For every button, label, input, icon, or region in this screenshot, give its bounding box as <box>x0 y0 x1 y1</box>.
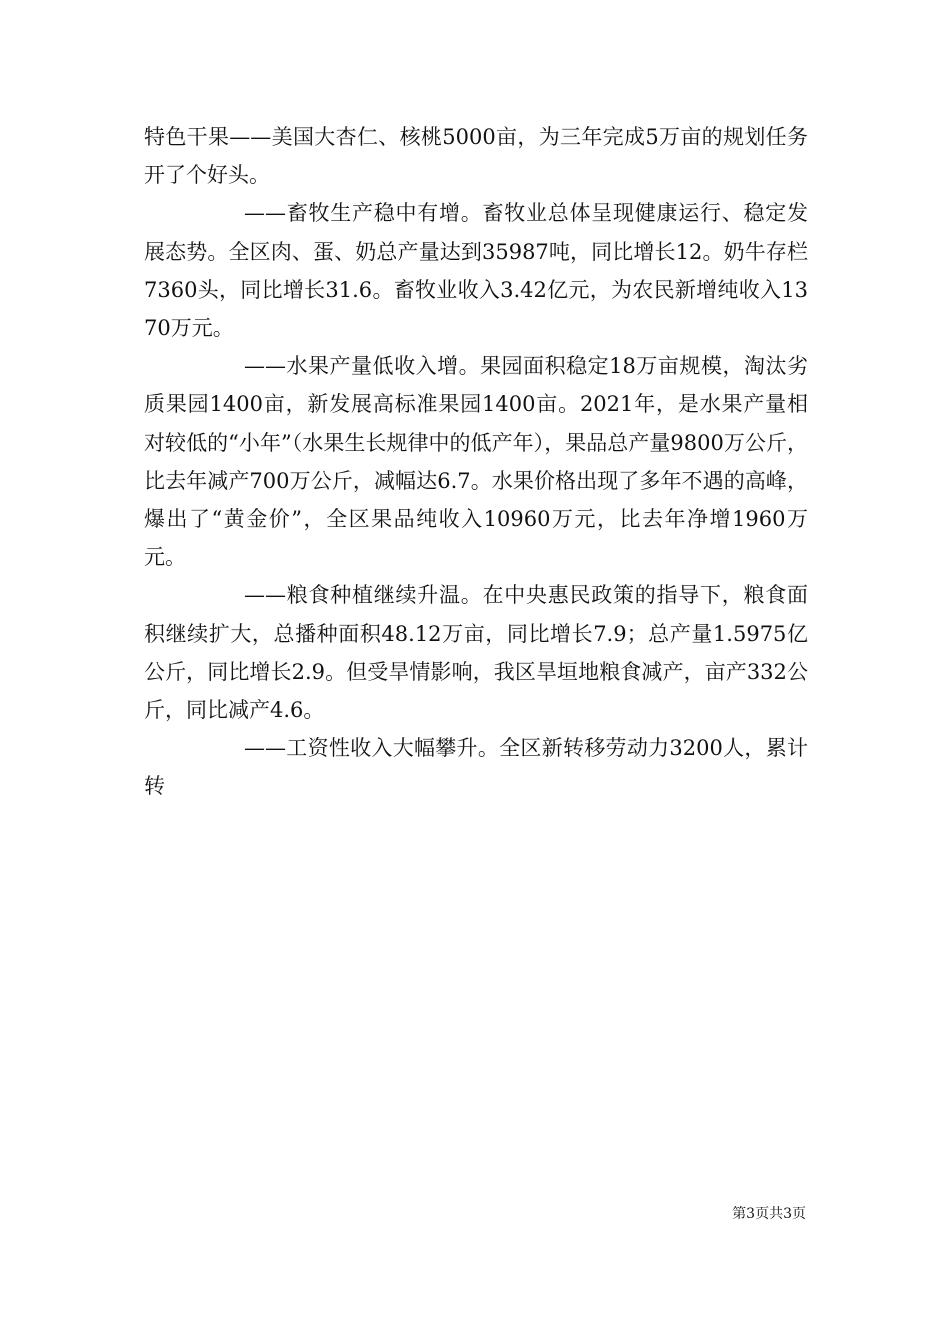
document-body <box>144 118 808 806</box>
paragraph-wage-income: ——工资性收入大幅攀升。全区新转移劳动力3200人，累计转 <box>144 736 808 799</box>
page-number: 第3页共3页 <box>732 1206 806 1222</box>
paragraph-fruit: ——水果产量低收入增。果园面积稳定18万亩规模，淘汰劣质果园1400亩，新发展高标准果园1400亩。2021年，是水果产量相对较低的“小年”（水果生长规律中的低产年），果品总产量9800万公斤，比去年减产700万公斤，减幅达6.7。水果价格出现了多年不遇的高峰，爆出了“黄金价”，全区果品纯收入10960万元，比去年净增1960万元。 <box>144 354 808 570</box>
paragraph-grain: ——粮食种植继续升温。在中央惠民政策的指导下，粮食面积继续扩大，总播种面积48.12万亩，同比增长7.9；总产量1.5975亿公斤，同比增长2.9。但受旱情影响，我区旱垣地粮食减产，亩产332公斤，同比减产4.6。 <box>144 583 808 723</box>
paragraph-dried-fruit: 特色干果——美国大杏仁、核桃5000亩，为三年完成5万亩的规划任务开了个好头。 <box>144 125 808 188</box>
paragraph-livestock: ——畜牧生产稳中有增。畜牧业总体呈现健康运行、稳定发展态势。全区肉、蛋、奶总产量达到35987吨，同比增长12。奶牛存栏7360头，同比增长31.6。畜牧业收入3.42亿元，为农民新增纯收入1370万元。 <box>144 201 808 341</box>
